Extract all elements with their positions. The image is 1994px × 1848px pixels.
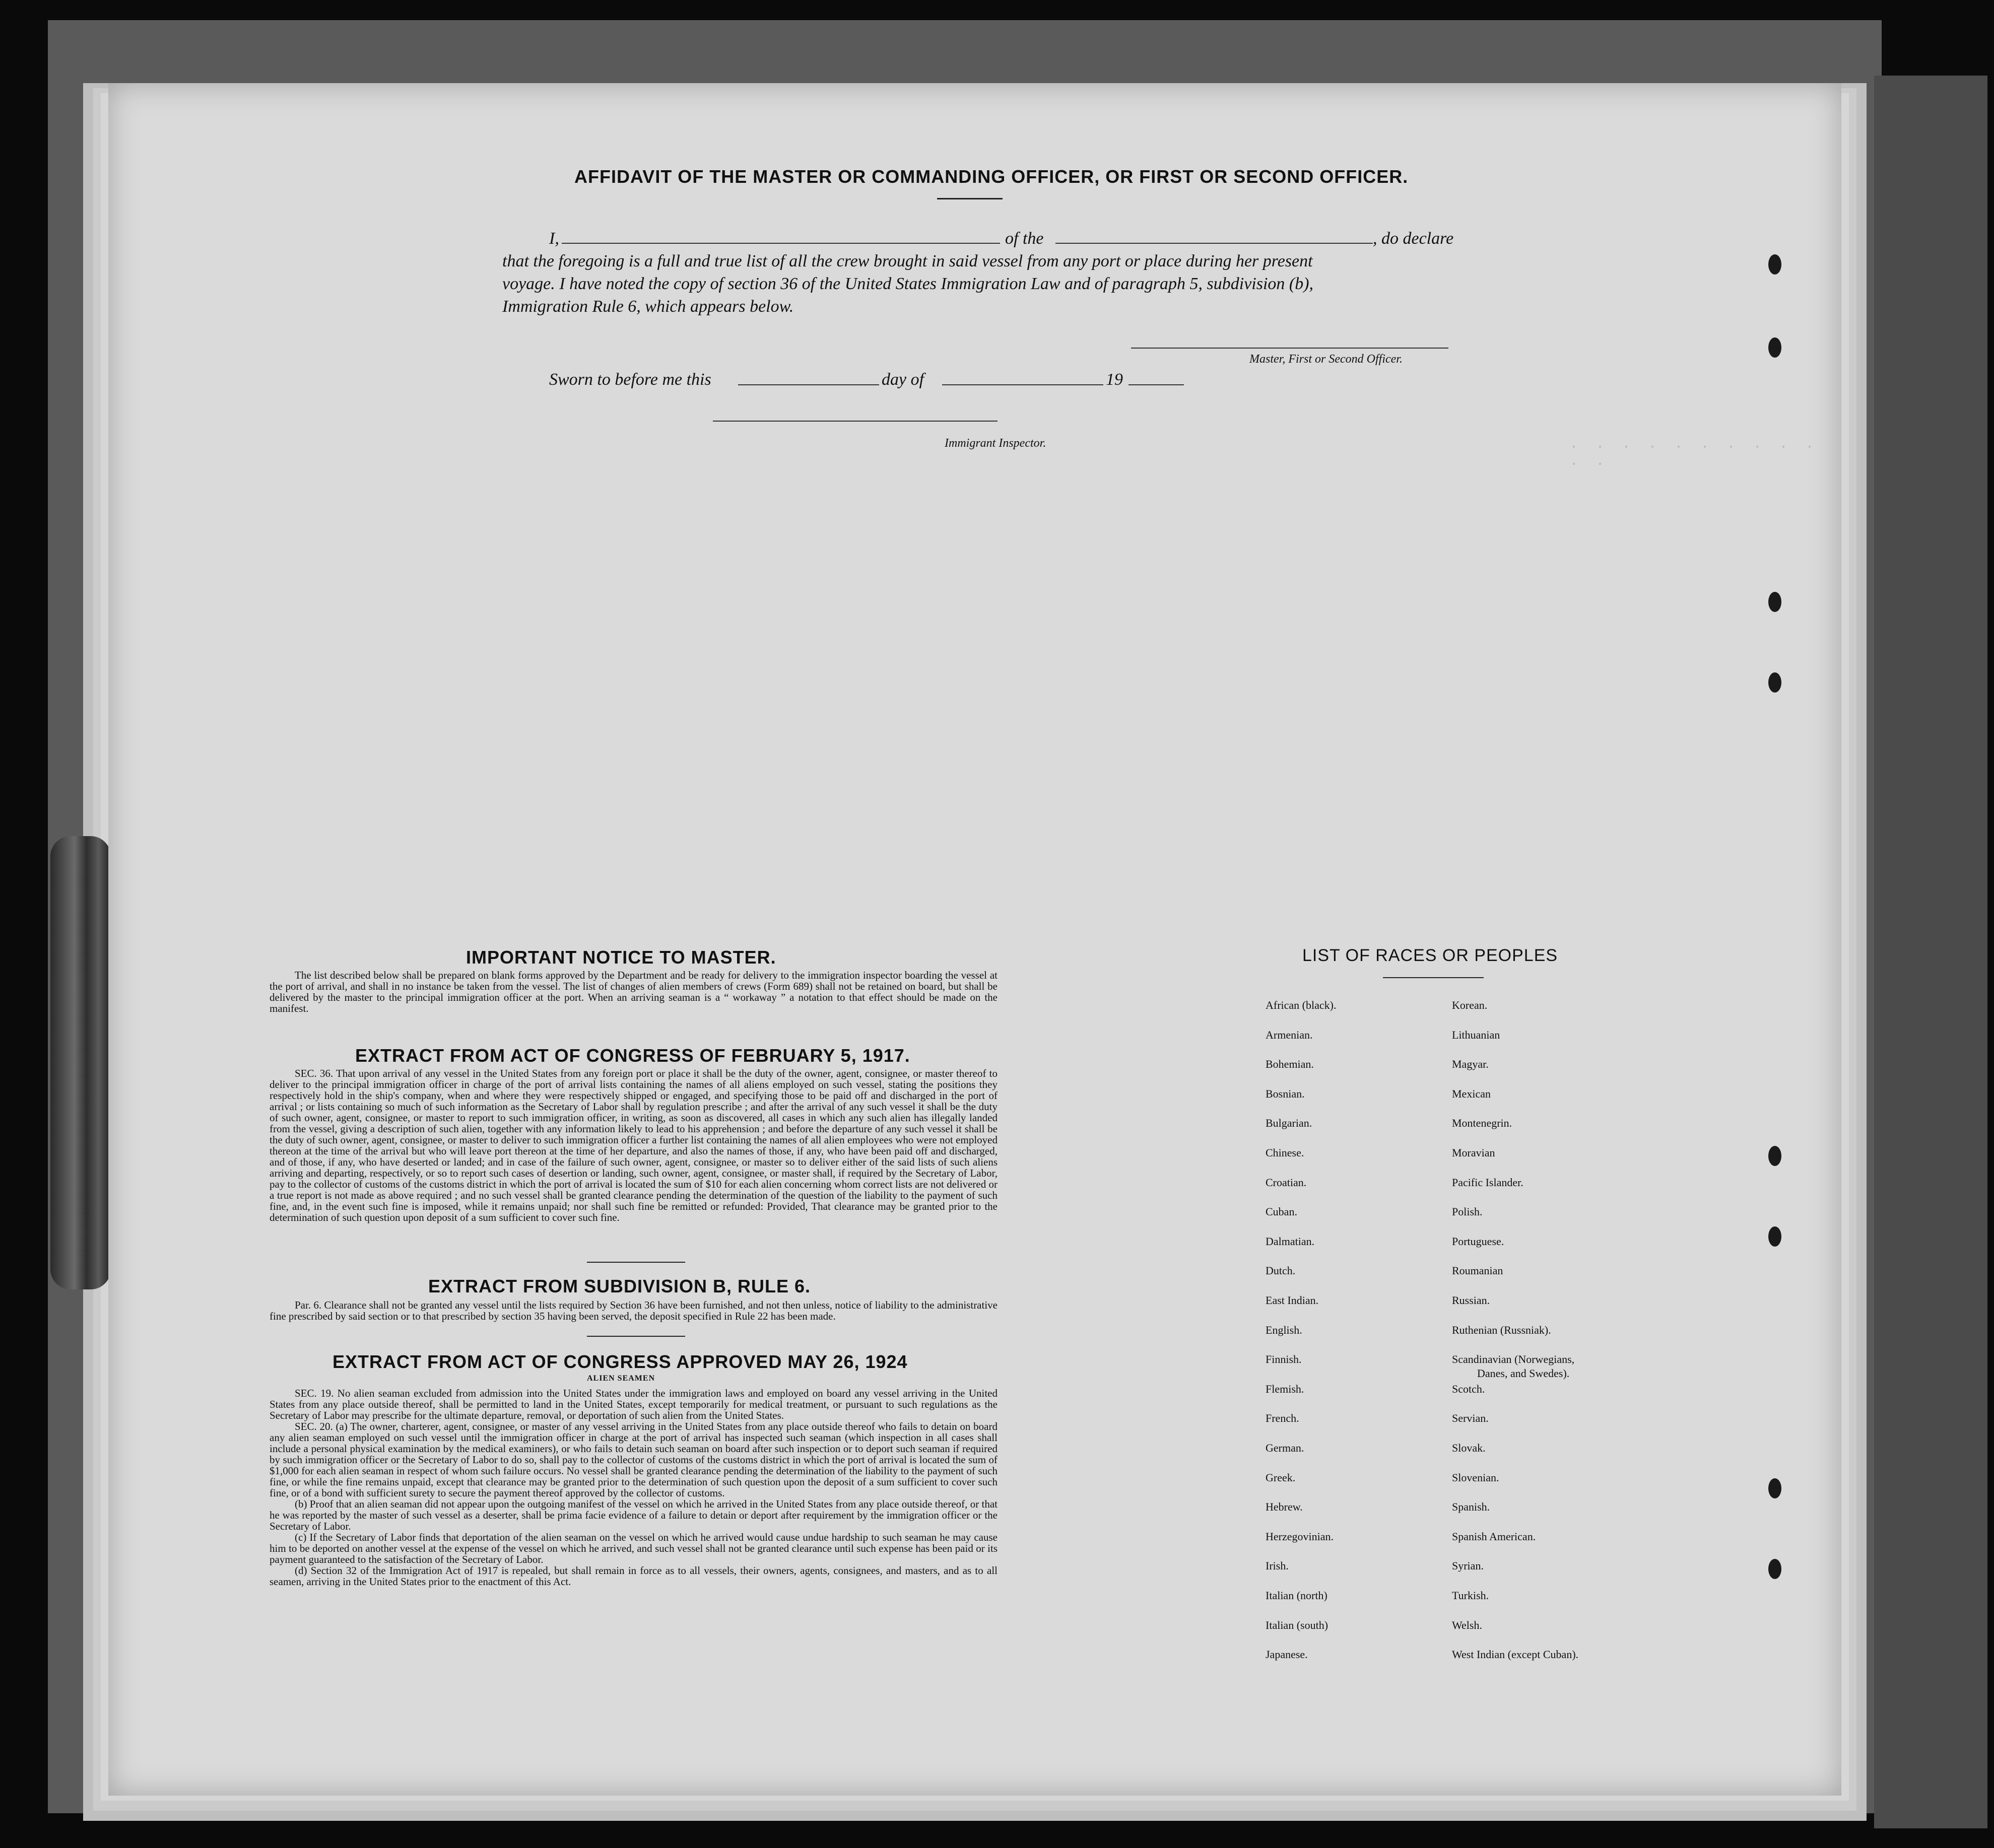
punch-hole bbox=[1768, 1478, 1781, 1498]
punch-hole bbox=[1768, 592, 1781, 612]
extract-1924-text bbox=[270, 1388, 998, 1587]
day-of-label: day of bbox=[882, 370, 924, 389]
divider bbox=[587, 1336, 685, 1337]
punch-hole bbox=[1768, 337, 1781, 358]
race-item: East Indian. bbox=[1266, 1294, 1319, 1307]
sec-20a-paragraph: SEC. 20. (a) The owner, charterer, agent, consignee, or master of any vessel arriving in the United States from any place outside thereof who fails to detain on board any alien seaman employed on such vessel until the immigration officer in charge at the port of arrival has inspected such seaman (which inspection in all cases shall include a personal physical examination by the medical examiners), or who fails to detain such seaman on board after such inspection or to deport such seaman if required by such immigration officer or the Secretary of Labor to do so, shall pay to the collector of customs of the customs district in which the port of arrival is located the sum of $1,000 for each alien seaman in respect of whom such failure occurs. No vessel shall be granted clearance pending the determination of the liability to the payment of such fine, or while the fine remains unpaid, except that clearance may be granted prior to the determination of such question upon the deposit of a sum sufficient to cover such fine, or of a bond with sufficient surety to secure the payment thereof approved by the collector of customs. bbox=[270, 1420, 998, 1499]
inspector-label: Immigrant Inspector. bbox=[945, 437, 1046, 450]
extract-1917-text bbox=[270, 1068, 998, 1223]
sec-20d-paragraph: (d) Section 32 of the Immigration Act of 1917 is repealed, but shall remain in force as to all vessels, their owners, agents, consignees, and masters, and as to all seamen, arriving in the United States prior to the enactment of this Act. bbox=[270, 1564, 998, 1588]
affidavit-text-line: Immigration Rule 6, which appears below. bbox=[502, 297, 794, 316]
race-item: Bulgarian. bbox=[1266, 1117, 1312, 1129]
race-item: Hebrew. bbox=[1266, 1500, 1303, 1513]
race-item: Greek. bbox=[1266, 1471, 1296, 1484]
race-item: Korean. bbox=[1452, 999, 1488, 1011]
sec-20b-paragraph: (b) Proof that an alien seaman did not appear upon the outgoing manifest of the vessel on which he arrived in the United States from any place outside thereof, or that he was reported by the master of such vessel as a deserter, shall be prima facie evidence of a failure to detain or deport after requirement by the immigration officer or the Secretary of Labor. bbox=[270, 1498, 998, 1532]
binding-ribbon bbox=[50, 836, 111, 1289]
race-item: Danes, and Swedes). bbox=[1477, 1367, 1570, 1380]
punch-hole bbox=[1768, 254, 1781, 275]
sec-20c-paragraph: (c) If the Secretary of Labor finds that deportation of the alien seaman on the vessel on which he arrived would cause undue hardship to such seaman he may cause him to be deported on another vessel at the expense of the vessel on which he arrived, and such vessel shall not be granted clearance until such expense has been paid or its payment guaranteed to the satisfaction of the Secretary of Labor. bbox=[270, 1531, 998, 1565]
divider bbox=[1383, 977, 1484, 978]
race-item: Ruthenian (Russniak). bbox=[1452, 1324, 1551, 1336]
race-item: Lithuanian bbox=[1452, 1029, 1500, 1041]
notice-text bbox=[270, 970, 998, 1014]
rule-6-title: EXTRACT FROM SUBDIVISION B, RULE 6. bbox=[428, 1276, 811, 1296]
extract-1917-title: EXTRACT FROM ACT OF CONGRESS OF FEBRUARY 5, 1917. bbox=[355, 1045, 910, 1066]
race-item: Scotch. bbox=[1452, 1383, 1485, 1395]
notice-paragraph: The list described below shall be prepared on blank forms approved by the Department and be ready for delivery to the immigration inspector boarding the vessel at the port of arrival, and shall in no instance be taken from the vessel. The list of changes of alien members of crews (Form 689) shall not be retained on board, but shall be delivered by the master to the principal immigration officer at the port. When an arriving seaman is a “ workaway ” a notation to that effect should be made on the manifest. bbox=[270, 969, 998, 1014]
show-through-text: . . . . . . . . . . . . bbox=[1569, 436, 1819, 470]
race-item: Herzegovinian. bbox=[1266, 1530, 1334, 1543]
race-item: Chinese. bbox=[1266, 1146, 1304, 1159]
affidavit-text-line: voyage. I have noted the copy of section 36 of the United States Immigration Law and of paragraph 5, subdivision (b), bbox=[502, 275, 1314, 293]
of-the-label: of the bbox=[1005, 229, 1044, 248]
punch-hole bbox=[1768, 1226, 1781, 1247]
race-item: West Indian (except Cuban). bbox=[1452, 1648, 1579, 1661]
affidavit-i-label: I, bbox=[549, 229, 559, 248]
declare-label: , do declare bbox=[1373, 229, 1454, 248]
race-item: Japanese. bbox=[1266, 1648, 1308, 1661]
race-item: Syrian. bbox=[1452, 1559, 1484, 1572]
year-label: 19 bbox=[1106, 370, 1123, 389]
race-item: Bohemian. bbox=[1266, 1058, 1314, 1070]
punch-hole bbox=[1768, 1146, 1781, 1166]
punch-hole bbox=[1768, 672, 1781, 693]
race-item: Croatian. bbox=[1266, 1176, 1307, 1189]
race-item: African (black). bbox=[1266, 999, 1337, 1011]
race-item: Russian. bbox=[1452, 1294, 1490, 1307]
race-item: Dalmatian. bbox=[1266, 1235, 1315, 1248]
race-item: Slovenian. bbox=[1452, 1471, 1499, 1484]
alien-seamen-subtitle: ALIEN SEAMEN bbox=[587, 1374, 655, 1383]
rule-6-text bbox=[270, 1299, 998, 1322]
affidavit-title: AFFIDAVIT OF THE MASTER OR COMMANDING OFFICER, OR FIRST OR SECOND OFFICER. bbox=[574, 166, 1409, 187]
race-item: Cuban. bbox=[1266, 1205, 1297, 1218]
race-item: English. bbox=[1266, 1324, 1302, 1336]
race-item: Scandinavian (Norwegians, bbox=[1452, 1353, 1575, 1365]
race-item: Mexican bbox=[1452, 1087, 1491, 1100]
race-item: Flemish. bbox=[1266, 1383, 1304, 1395]
race-item: Polish. bbox=[1452, 1205, 1483, 1218]
affidavit-text-line: that the foregoing is a full and true list of all the crew brought in said vessel from any port or place during her present bbox=[502, 252, 1313, 270]
race-item: Welsh. bbox=[1452, 1619, 1482, 1631]
race-item: Pacific Islander. bbox=[1452, 1176, 1523, 1189]
sec-19-paragraph: SEC. 19. No alien seaman excluded from admission into the United States under the immigration laws and employed on board any vessel arriving in the United States from any place outside thereof, shall be permitted to land in the United States, except temporarily for medical treatment, or pursuant to such regulations as the Secretary of Labor may prescribe for the ultimate departure, removal, or deportation of such alien from the United States. bbox=[270, 1387, 998, 1421]
race-item: Spanish American. bbox=[1452, 1530, 1536, 1543]
race-item: Italian (south) bbox=[1266, 1619, 1328, 1631]
divider bbox=[937, 198, 1003, 199]
sworn-day-blank[interactable] bbox=[738, 384, 879, 385]
extract-1924-title: EXTRACT FROM ACT OF CONGRESS APPROVED MAY 26, 1924 bbox=[333, 1351, 908, 1372]
race-item: Roumanian bbox=[1452, 1264, 1503, 1277]
race-item: German. bbox=[1266, 1442, 1304, 1454]
race-item: Montenegrin. bbox=[1452, 1117, 1512, 1129]
sworn-label: Sworn to before me this bbox=[549, 370, 711, 389]
sec-36-paragraph: SEC. 36. That upon arrival of any vessel in the United States from any foreign port or place it shall be the duty of the owner, agent, consignee, or master thereof to deliver to the principal immigration officer in charge of the port of arrival lists containing the names of all aliens employed on such vessel, stating the positions they respectively hold in the ship's company, when and where they were respectively shipped or engaged, and specifying those to be paid off and discharged in the port of arrival ; or lists containing so much of such information as the Secretary of Labor shall by regulation prescribe ; and after the arrival of any such vessel it shall be the duty of such owner, agent, consignee, or master to report to such immigration officer, in writing, as soon as discovered, all cases in which any such alien has illegally landed from the vessel, giving a description of such alien, together with any information likely to lead to his apprehension ; and before the departure of any such vessel it shall be the duty of such owner, agent, consignee, or master to deliver to such immigration officer a further list containing the names of all alien employees who were not employed thereon at the time of the arrival but who will leave port thereon at the time of her departure, and also the names of those, if any, who have been paid off and discharged, and of those, if any, who have deserted or landed; and in case of the failure of such owner, agent, consignee, or master so to deliver either of the said lists of such aliens arriving and departing, respectively, or so to report such cases of desertion or landing, such owner, agent, consignee, or master shall, if required by the Secretary of Labor, pay to the collector of customs of the customs district in which the port of arrival is located the sum of $10 for each alien concerning whom correct lists are not delivered or a true report is not made as above required ; and no such vessel shall be granted clearance pending the determination of the question of the liability to the payment of such fine, and, in the event such fine is imposed, while it remains unpaid; nor shall such fine be remitted or refunded: Provided, That clearance may be granted prior to the determination of such question upon deposit of a sum sufficient to cover such fine. bbox=[270, 1067, 998, 1223]
race-item: Dutch. bbox=[1266, 1264, 1296, 1277]
race-item: Servian. bbox=[1452, 1412, 1489, 1424]
race-item: Turkish. bbox=[1452, 1589, 1489, 1602]
race-item: Bosnian. bbox=[1266, 1087, 1305, 1100]
punch-hole bbox=[1768, 1559, 1781, 1579]
name-blank[interactable] bbox=[562, 243, 1000, 244]
binder-edge bbox=[1874, 76, 1987, 1828]
race-item: French. bbox=[1266, 1412, 1299, 1424]
inspector-blank[interactable] bbox=[713, 421, 998, 422]
race-item: Spanish. bbox=[1452, 1500, 1490, 1513]
race-item: Italian (north) bbox=[1266, 1589, 1327, 1602]
races-title: LIST OF RACES OR PEOPLES bbox=[1302, 946, 1558, 965]
sworn-month-blank[interactable] bbox=[942, 384, 1103, 385]
race-item: Irish. bbox=[1266, 1559, 1289, 1572]
signature-label: Master, First or Second Officer. bbox=[1249, 353, 1403, 366]
race-item: Portuguese. bbox=[1452, 1235, 1504, 1248]
notice-title: IMPORTANT NOTICE TO MASTER. bbox=[466, 947, 776, 968]
vessel-blank[interactable] bbox=[1055, 243, 1373, 244]
race-item: Magyar. bbox=[1452, 1058, 1489, 1070]
year-blank[interactable] bbox=[1128, 384, 1184, 385]
signature-blank[interactable] bbox=[1131, 348, 1448, 349]
race-item: Armenian. bbox=[1266, 1029, 1313, 1041]
par-6-paragraph: Par. 6. Clearance shall not be granted any vessel until the lists required by Section 36 have been furnished, and not then unless, notice of liability to the administrative fine prescribed by said section or to that prescribed by section 35 having been served, the deposit specified in Rule 22 has been made. bbox=[270, 1299, 998, 1322]
race-item: Moravian bbox=[1452, 1146, 1495, 1159]
race-item: Slovak. bbox=[1452, 1442, 1486, 1454]
divider bbox=[587, 1262, 685, 1263]
race-item: Finnish. bbox=[1266, 1353, 1302, 1365]
